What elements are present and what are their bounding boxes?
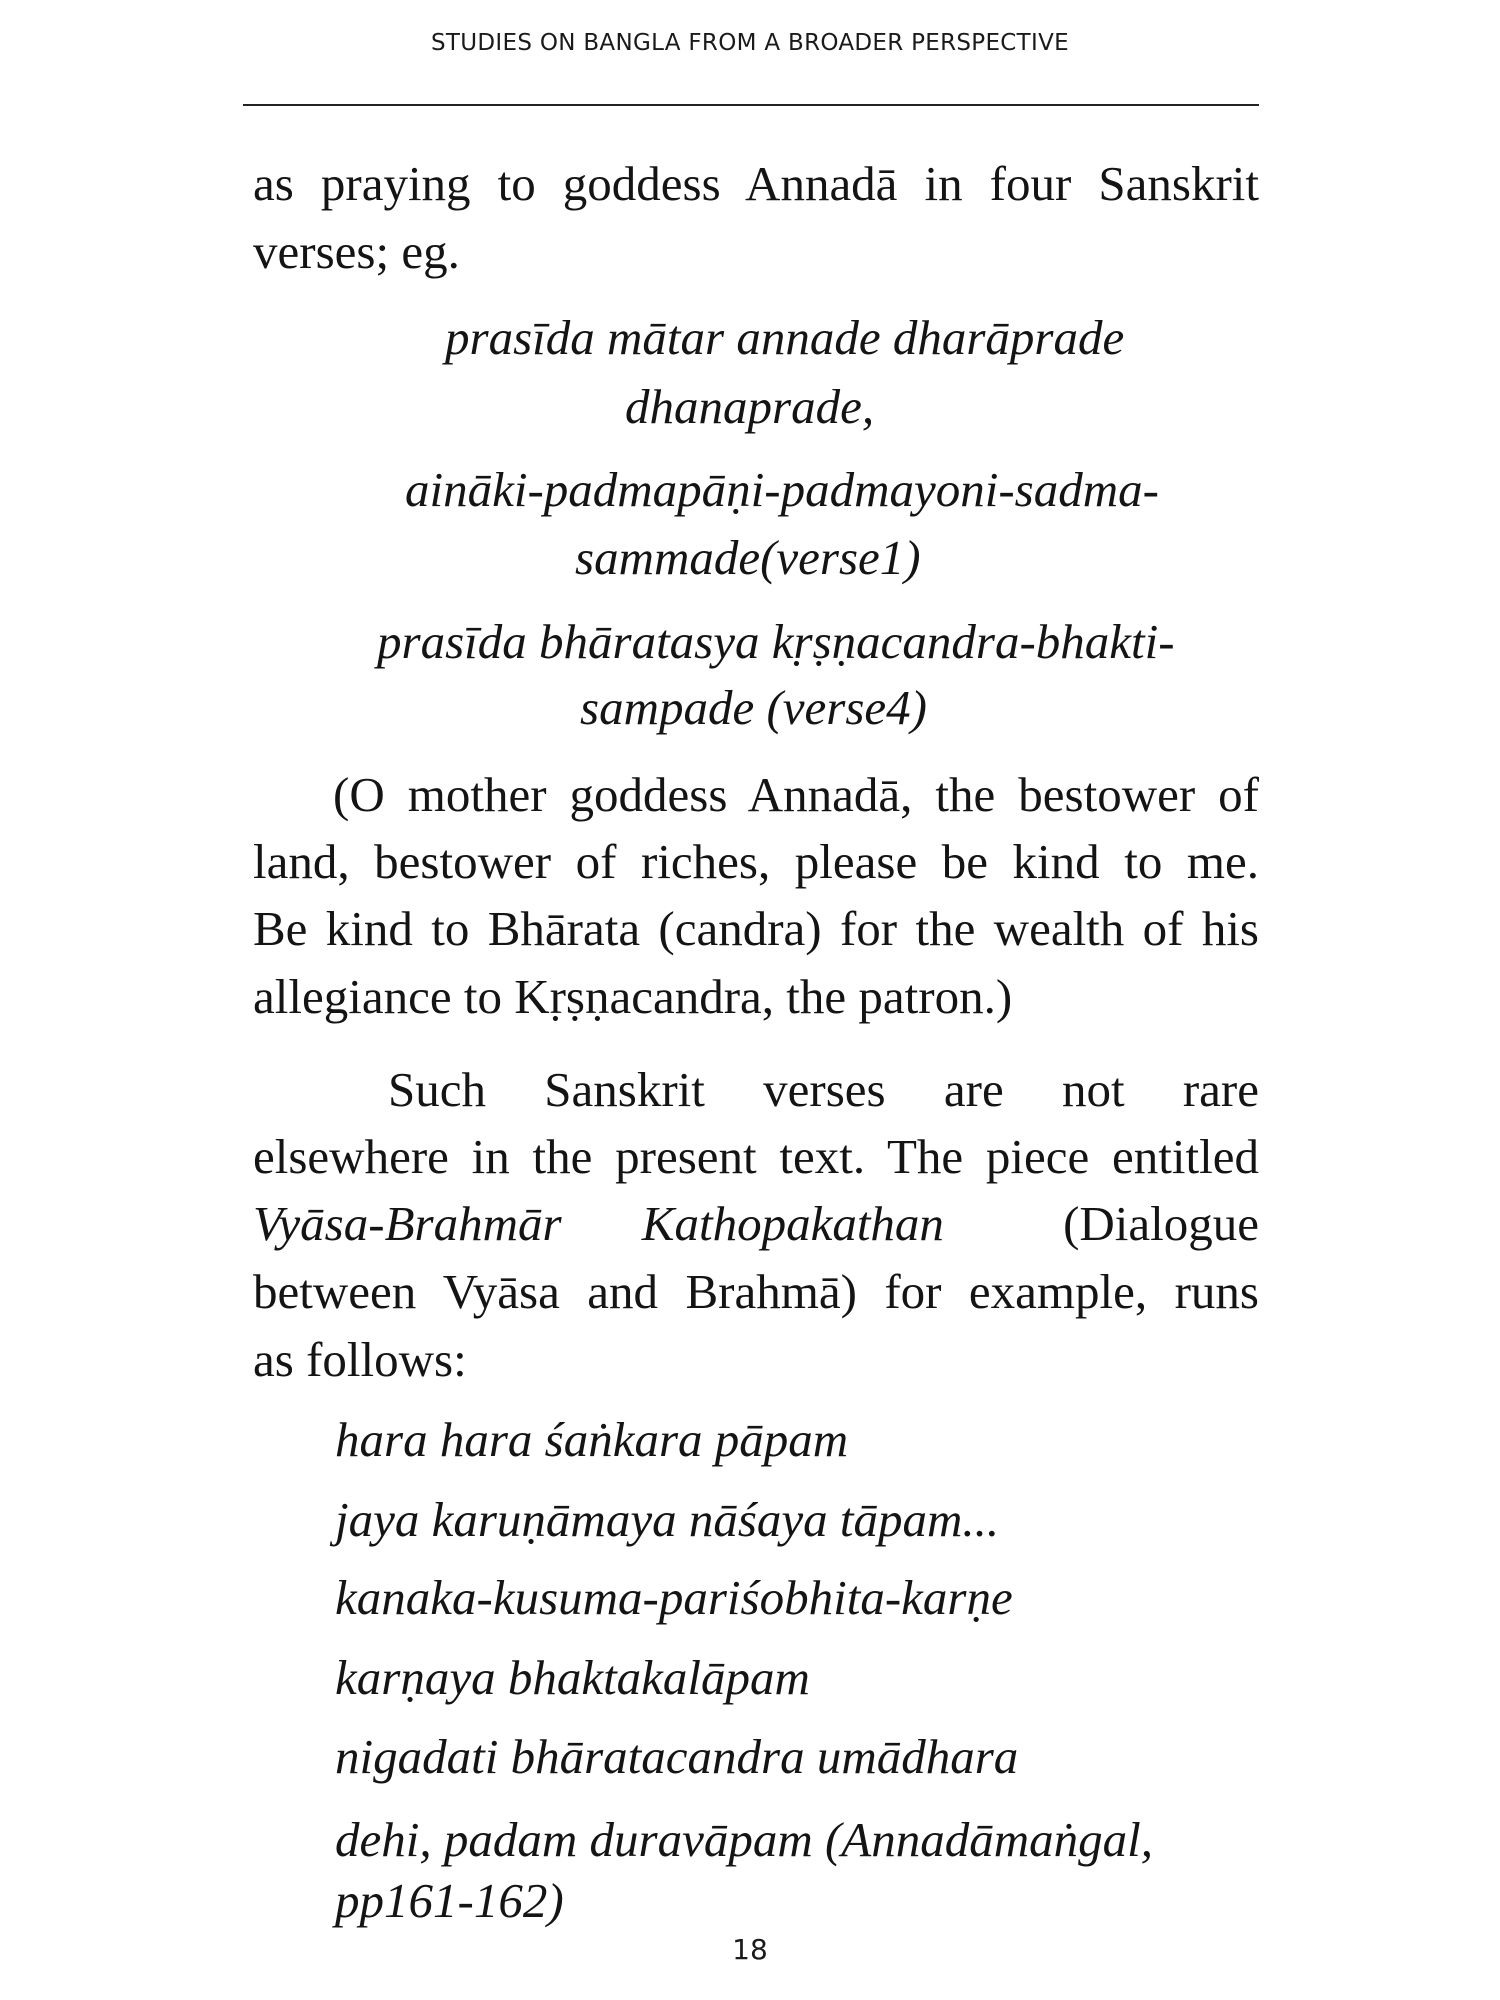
translation-line-3: Be kind to Bhārata (candra) for the wealth of his <box>253 901 1259 956</box>
para2-line-2: elsewhere in the present text. The piece entitled <box>253 1129 1259 1184</box>
verse1-line-3: aināki-padmapāṇi-padmayoni-sadma- <box>405 462 1159 517</box>
verse2-line-3: kanaka-kusuma-pariśobhita-karṇe <box>335 1570 1013 1625</box>
translation-line-2: land, bestower of riches, please be kind to me. <box>253 834 1259 889</box>
para2-line-3-rest: (Dialogue <box>1063 1196 1259 1251</box>
para2-line-4: between Vyāsa and Brahmā) for example, runs <box>253 1264 1259 1319</box>
running-head: STUDIES ON BANGLA FROM A BROADER PERSPECTIVE <box>431 30 1069 56</box>
verse2-line-4: karṇaya bhaktakalāpam <box>335 1650 810 1705</box>
intro-line-1: as praying to goddess Annadā in four Sanskrit <box>253 156 1259 211</box>
para2-line-5: as follows: <box>253 1332 467 1387</box>
verse1-line-2: dhanaprade, <box>625 379 875 434</box>
translation-line-4: allegiance to Kṛṣṇacandra, the patron.) <box>253 969 1013 1024</box>
verse1-line-6: sampade (verse4) <box>580 680 927 735</box>
verse2-line-2: jaya karuṇāmaya nāśaya tāpam... <box>335 1492 1000 1547</box>
verse1-line-5: prasīda bhāratasya kṛṣṇacandra-bhakti- <box>377 614 1175 669</box>
verse1-line-4: sammade(verse1) <box>575 530 921 585</box>
header-rule <box>243 104 1259 106</box>
verse2-line-7: pp161-162) <box>335 1873 564 1928</box>
work-title: Vyāsa-Brahmār Kathopakathan <box>253 1196 944 1251</box>
translation-line-1: (O mother goddess Annadā, the bestower of <box>333 767 1259 822</box>
verse2-line-5: nigadati bhāratacandra umādhara <box>335 1729 1019 1784</box>
para2-line-3 <box>253 1194 1259 1254</box>
para2-line-1: Such Sanskrit verses are not rare <box>388 1062 1259 1117</box>
intro-line-2: verses; eg. <box>253 224 460 279</box>
page-number: 18 <box>732 1933 768 1966</box>
verse1-line-1: prasīda mātar annade dharāprade <box>445 310 1125 365</box>
verse2-line-1: hara hara śaṅkara pāpam <box>335 1412 849 1467</box>
verse2-line-6: dehi, padam duravāpam (Annadāmaṅgal, <box>335 1812 1153 1867</box>
